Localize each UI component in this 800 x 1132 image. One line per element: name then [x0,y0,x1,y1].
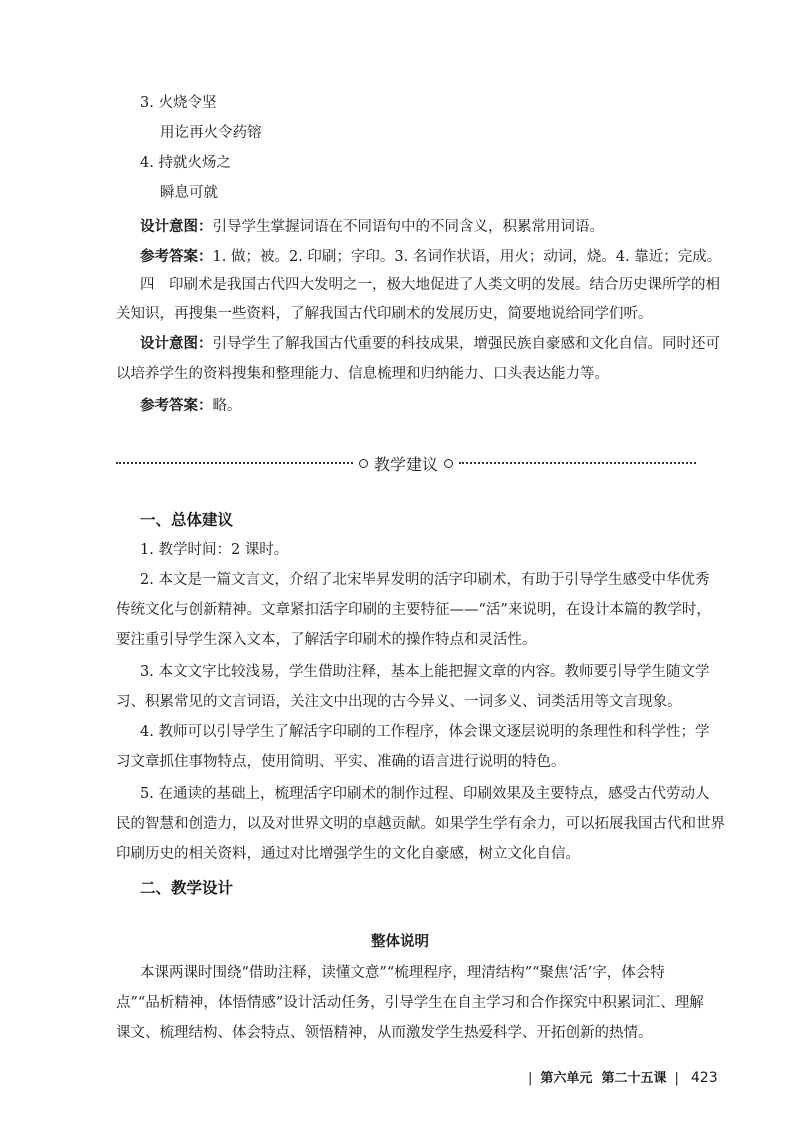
item3-text: 用讫再火令药镕 [160,125,262,141]
overall-p3-line2: 习、积累常见的文言词语，关注文中出现的古今异义、一词多义、词类活用等文言现象。 [116,694,682,710]
circle-ornament-icon [359,459,368,468]
design-intent-2-line1 [140,329,720,359]
question-4-line2: 关知识，再搜集一些资料，了解我国古代印刷术的发展历史，简要地说给同学们听。 [116,306,653,322]
design-intent-text: 引导学生了解我国古代重要的科技成果，增强民族自豪感和文化自信。同时还可 [212,336,720,352]
design-intent-label: 设计意图： [140,336,213,352]
item4-text: 瞬息可就 [160,185,218,201]
item3-title: 3. 火烧令坚 [140,95,217,111]
footer-divider: | [528,1071,533,1086]
page-footer [520,1067,718,1086]
answer-label: 参考答案： [140,398,213,414]
footer-divider: | [674,1071,679,1086]
design-line1: 本课两课时围绕“借助注释，读懂文意”“梳理程序，理清结构”“聚焦‘活’字，体会特 [140,965,665,981]
footer-unit: 第六单元 [540,1071,593,1086]
dotted-rule-right [459,462,696,464]
dotted-rule-left [116,462,353,464]
overall-p5-line2: 民的智慧和创造力，以及对世界文明的卓越贡献。如果学生学有余力，可以拓展我国古代和世界 [116,816,725,832]
circle-ornament-icon [444,459,453,468]
section-divider [116,448,696,478]
design-intent-2-line2: 以培养学生的资料搜集和整理能力、信息梳理和归纳能力、口头表达能力等。 [116,366,609,382]
design-line2: 点”“品析精神，体悟情感”设计活动任务，引导学生在自主学习和合作探究中积累词汇、理解 [116,995,704,1011]
overall-p4-line1: 4. 教师可以引导学生了解活字印刷的工作程序，体会课文逐层说明的条理性和科学性；学 [140,724,710,740]
overall-p5-line3: 印刷历史的相关资料，通过对比增强学生的文化自豪感，树立文化自信。 [116,846,580,862]
design-intent-text: 引导学生掌握词语在不同语句中的不同含义，积累常用词语。 [212,219,604,235]
answer-2 [140,391,242,421]
design-subtitle: 整体说明 [371,934,429,950]
overall-heading: 一、总体建议 [140,511,234,529]
design-intent-1 [140,212,604,242]
answer-text: 略。 [212,398,242,414]
page-number: 423 [690,1070,718,1086]
design-heading: 二、教学设计 [140,879,234,897]
overall-p3-line1: 3. 本文文字比较浅易，学生借助注释，基本上能把握文章的内容。教师要引导学生随文学 [140,664,710,680]
overall-p5-line1: 5. 在通读的基础上，梳理活字印刷术的制作过程、印刷效果及主要特点，感受古代劳动人 [140,786,710,802]
overall-p1: 1. 教学时间：2 课时。 [140,542,289,558]
overall-p2-line2: 传统文化与创新精神。文章紧扣活字印刷的主要特征——“活”来说明，在设计本篇的教学时， [116,602,711,618]
design-intent-label: 设计意图： [140,219,213,235]
section-title: 教学建议 [374,454,439,474]
design-line3: 课文、梳理结构、体会特点、领悟精神，从而激发学生热爱科学、开拓创新的热情。 [116,1025,653,1041]
answer-label: 参考答案： [140,249,213,265]
answer-1 [140,242,721,272]
overall-p2-line3: 要注重引导学生深入文本，了解活字印刷术的操作特点和灵活性。 [116,632,537,648]
overall-p4-line2: 习文章抓住事物特点，使用简明、平实、准确的语言进行说明的特色。 [116,754,566,770]
footer-lesson: 第二十五课 [601,1071,667,1086]
item4-title: 4. 持就火炀之 [140,155,231,171]
answer-text: 1. 做；被。2. 印刷；字印。3. 名词作状语，用火；动词，烧。4. 靠近；完成。 [212,249,722,265]
question-4-line1: 四 印刷术是我国古代四大发明之一，极大地促进了人类文明的发展。结合历史课所学的相 [140,277,720,293]
overall-p2-line1: 2. 本文是一篇文言文，介绍了北宋毕昇发明的活字印刷术，有助于引导学生感受中华优秀 [140,572,710,588]
